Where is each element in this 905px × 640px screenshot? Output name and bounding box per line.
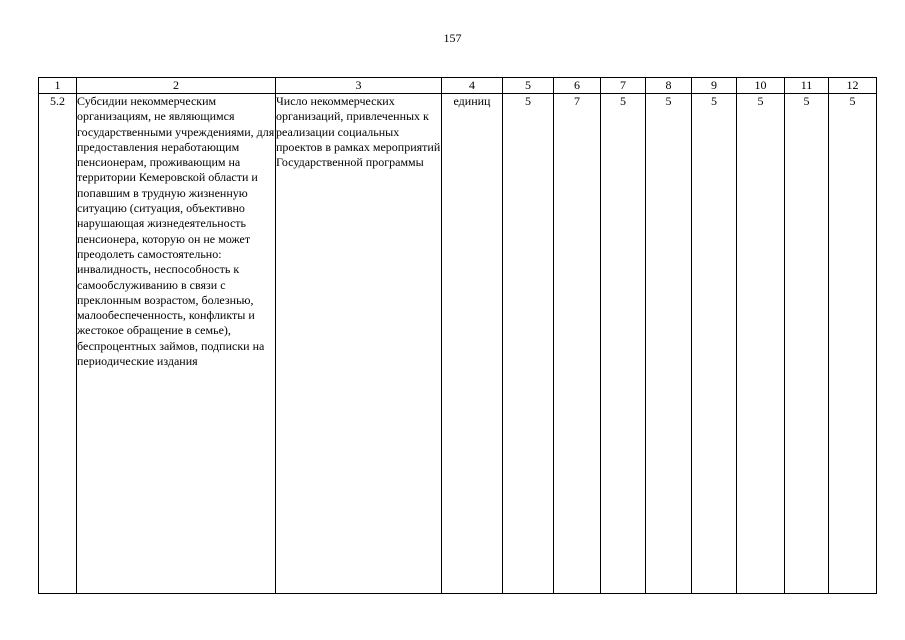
value-cell: 7	[554, 94, 601, 594]
column-header-8: 8	[646, 78, 692, 94]
column-header-7: 7	[601, 78, 646, 94]
column-header-2: 2	[77, 78, 276, 94]
row-index: 5.2	[39, 94, 77, 594]
page-number: 157	[443, 31, 462, 45]
column-header-11: 11	[785, 78, 829, 94]
unit-of-measure: единиц	[442, 94, 503, 594]
column-header-6: 6	[554, 78, 601, 94]
value-cell: 5	[829, 94, 877, 594]
column-header-9: 9	[692, 78, 737, 94]
table-header-row	[39, 78, 877, 94]
column-header-12: 12	[829, 78, 877, 94]
program-indicators-table	[38, 77, 877, 594]
measure-name: Субсидии некоммерческим организациям, не являющимся государственными учреждениями, для предоставления неработающим пенсионерам, проживающим на территории Кемеровской области и попавшим в трудную жизненную ситуацию (ситуация, объективно нарушающая жизнедеятельность пенсионера, которую он не может преодолеть самостоятельно: инвалидность, неспособность к самообслуживанию в связи с преклонным возрастом, болезнью, малообеспеченность, конфликты и жестокое обращение в семье), беспроцентных займов, подписки на периодические издания	[77, 94, 276, 594]
column-header-1: 1	[39, 78, 77, 94]
column-header-3: 3	[276, 78, 442, 94]
value-cell: 5	[503, 94, 554, 594]
column-header-4: 4	[442, 78, 503, 94]
value-cell: 5	[692, 94, 737, 594]
column-header-5: 5	[503, 78, 554, 94]
value-cell: 5	[737, 94, 785, 594]
value-cell: 5	[785, 94, 829, 594]
column-header-10: 10	[737, 78, 785, 94]
indicator-name: Число некоммерческих организаций, привлеченных к реализации социальных проектов в рамках мероприятий Государственной программы	[276, 94, 442, 594]
value-cell: 5	[601, 94, 646, 594]
value-cell: 5	[646, 94, 692, 594]
table-row	[39, 94, 877, 594]
